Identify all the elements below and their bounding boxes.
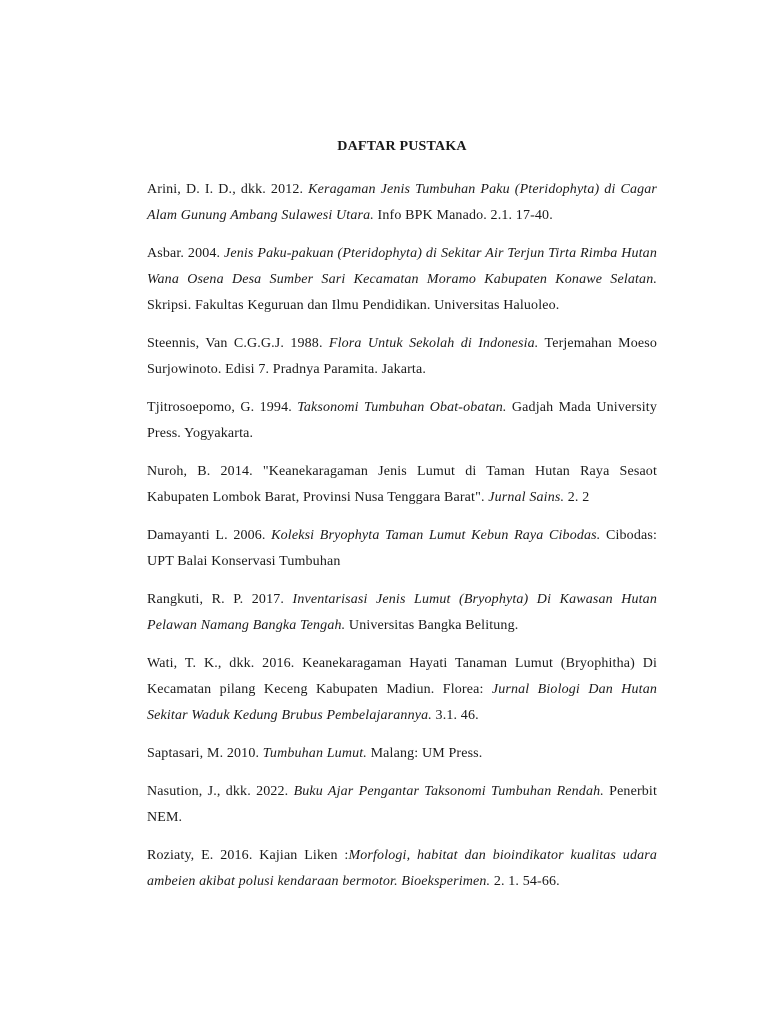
reference-italic-title: Buku Ajar Pengantar Taksonomi Tumbuhan Rendah. [293,784,604,799]
reference-entry [147,587,657,639]
reference-author-year: Nasution, J., dkk. 2022. [147,784,294,799]
reference-italic-title: Tumbuhan Lumut. [262,746,367,761]
reference-author-year: Tjitrosoepomo, G. 1994. [147,400,298,415]
reference-italic-title: Jurnal Biologi Dan Hutan Sekitar Waduk Kedung Brubus Pembelajarannya. [147,682,657,723]
reference-publisher: Malang: UM Press. [366,746,483,761]
reference-author-year: Damayanti L. 2006. [147,528,272,543]
reference-entry [147,523,657,575]
reference-author-year: Steennis, Van C.G.G.J. 1988. [147,336,329,351]
reference-author-year: Wati, T. K., dkk. 2016. Keanekaragaman Hayati Tanaman Lumut (Bryophitha) Di Kecamatan pilang Keceng Kabupaten Madiun. Florea: [147,656,657,697]
reference-italic-title: Keragaman Jenis Tumbuhan Paku (Pteridophyta) di Cagar Alam Gunung Ambang Sulawesi Utara. [147,182,658,223]
reference-italic-title: Koleksi Bryophyta Taman Lumut Kebun Raya Cibodas. [271,528,601,543]
reference-publisher: Terjemahan Moeso Surjowinoto. Edisi 7. Pradnya Paramita. Jakarta. [147,336,657,377]
reference-publisher: 2. 2 [564,490,590,505]
reference-author-year: Rangkuti, R. P. 2017. [147,592,293,607]
reference-author-year: Saptasari, M. 2010. [147,746,263,761]
reference-entry [147,843,657,895]
reference-entry [147,779,657,831]
page-title: DAFTAR PUSTAKA [337,139,467,154]
reference-italic-title: Taksonomi Tumbuhan Obat-obatan. [297,400,507,415]
reference-publisher: 2. 1. 54-66. [490,874,560,889]
reference-author-year: Nuroh, B. 2014. "Keanekaragaman Jenis Lumut di Taman Hutan Raya Sesaot Kabupaten Lombok Barat, Provinsi Nusa Tenggara Barat". [147,464,657,505]
reference-entry [147,651,657,729]
reference-entry [147,241,657,319]
reference-publisher: 3.1. 46. [431,708,479,723]
reference-entry [147,395,657,447]
reference-entry [147,741,657,767]
reference-publisher: Gadjah Mada University Press. Yogyakarta. [147,400,657,441]
reference-italic-title: Flora Untuk Sekolah di Indonesia. [328,336,539,351]
reference-author-year: Arini, D. I. D., dkk. 2012. [147,182,309,197]
reference-italic-title: Morfologi, habitat dan bioindikator kualitas udara ambeien akibat polusi kendaraan bermotor. Bioeksperimen. [147,848,657,889]
reference-italic-title: Jurnal Sains. [488,490,565,505]
reference-publisher: Cibodas: UPT Balai Konservasi Tumbuhan [147,528,657,569]
reference-italic-title: Inventarisasi Jenis Lumut (Bryophyta) Di Kawasan Hutan Pelawan Namang Bangka Tengah. [147,592,657,633]
reference-publisher: Universitas Bangka Belitung. [345,618,519,633]
reference-entry [147,459,657,511]
reference-author-year: Asbar. 2004. [147,246,225,261]
reference-publisher: Info BPK Manado. 2.1. 17-40. [373,208,553,223]
reference-publisher: Skripsi. Fakultas Keguruan dan Ilmu Pendidikan. Universitas Haluoleo. [147,298,560,313]
reference-entry [147,331,657,383]
reference-entry [147,177,657,229]
reference-author-year: Roziaty, E. 2016. Kajian Liken : [147,848,349,863]
reference-italic-title: Jenis Paku-pakuan (Pteridophyta) di Sekitar Air Terjun Tirta Rimba Hutan Wana Osena Desa Sumber Sari Kecamatan Moramo Kabupaten Konawe Selatan. [147,246,657,287]
reference-list [147,177,657,895]
document-page [147,138,657,907]
reference-publisher: Penerbit NEM. [147,784,657,825]
